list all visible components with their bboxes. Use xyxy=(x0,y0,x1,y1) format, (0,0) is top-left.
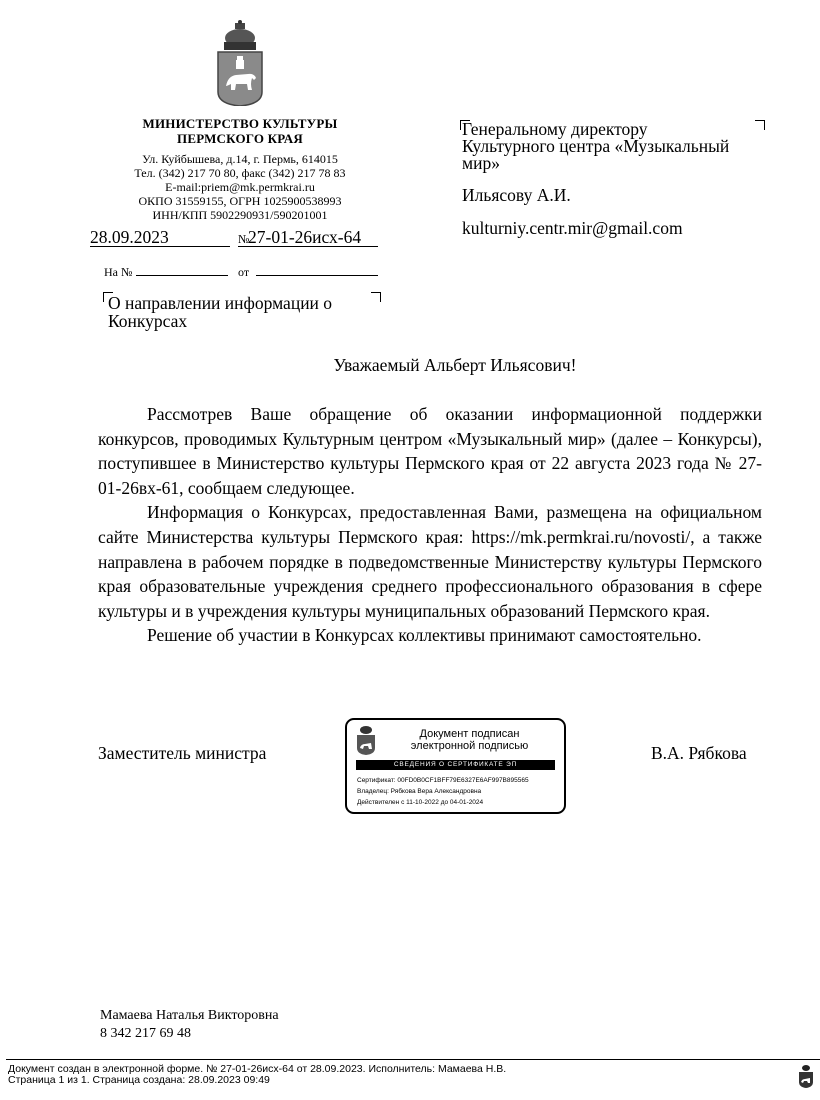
recipient-email: kulturniy.centr.mir@gmail.com xyxy=(462,218,683,238)
letter-body xyxy=(98,402,762,648)
stamp-title-line1: Документ подписан xyxy=(419,728,520,740)
executor-name: Мамаева Наталья Викторовна xyxy=(100,1008,279,1023)
footer-emblem-icon xyxy=(798,1064,814,1088)
stamp-owner: Владелец: Рябкова Вера Александровна xyxy=(357,788,482,795)
recipient-name: Ильясову А.И. xyxy=(462,185,571,205)
stamp-title-line2: электронной подписью xyxy=(410,740,529,752)
stamp-emblem-icon xyxy=(355,725,377,755)
ministry-name-line1: МИНИСТЕРСТВО КУЛЬТУРЫ xyxy=(142,116,338,131)
executor-phone: 8 342 217 69 48 xyxy=(100,1026,191,1041)
ministry-phone: Тел. (342) 217 70 80, факс (342) 217 78 83 xyxy=(134,166,346,180)
registration-number: 27-01-26исх-64 xyxy=(248,227,362,247)
paragraph: Информация о Конкурсах, предоставленная Вами, размещена на официальном сайте Министерства культуры Пермского края: https://mk.permkrai.ru/novosti/, а также направлена в рабочем порядке в подведомственные Министерству культуры Пермского края образовательные учреждения среднего профессионального образования в сфере культуры и в учреждения культуры муниципальных образований Пермского края. xyxy=(98,502,762,621)
recipient-line3: мир» xyxy=(462,153,500,173)
ministry-name-line2: ПЕРМСКОГО КРАЯ xyxy=(177,131,303,146)
ref-date-label: от xyxy=(238,265,250,279)
stamp-certificate: Сертификат: 00FD0B0CF1BFF79E6327E6AF997B895565 xyxy=(357,777,529,784)
signatory-position: Заместитель министра xyxy=(98,743,267,763)
stamp-valid: Действителен с 11-10-2022 до 04-01-2024 xyxy=(357,799,484,806)
subject-line1: О направлении информации о xyxy=(108,293,333,313)
recipient-line1: Генеральному директору xyxy=(462,119,648,139)
paragraph: Рассмотрев Ваше обращение об оказании информационной поддержки конкурсов, проводимых Культурным центром «Музыкальный мир» (далее – Конкурсы), поступившее в Министерство культуры Пермского края от 22 августа 2023 года № 27-01-26вх-61, сообщаем следующее. xyxy=(98,404,762,498)
signatory-name: В.А. Рябкова xyxy=(651,743,747,763)
ministry-address: Ул. Куйбышева, д.14, г. Пермь, 614015 xyxy=(142,152,338,166)
footer-line1: Документ создан в электронной форме. № 27-01-26исх-64 от 28.09.2023. Исполнитель: Мамаева Н.В. xyxy=(8,1063,507,1075)
recipient-line2: Культурного центра «Музыкальный xyxy=(462,136,730,156)
ref-number-label: На № xyxy=(104,265,133,279)
ministry-okpo: ОКПО 31559155, ОГРН 1025900538993 xyxy=(138,194,342,208)
ministry-email: E-mail:priem@mk.permkrai.ru xyxy=(165,180,315,194)
perm-krai-coat-of-arms-icon xyxy=(214,20,266,106)
salutation: Уважаемый Альберт Ильясович! xyxy=(333,355,577,375)
ministry-inn: ИНН/КПП 5902290931/590201001 xyxy=(152,208,328,222)
paragraph: Решение об участии в Конкурсах коллективы принимают самостоятельно. xyxy=(147,625,702,646)
registration-date: 28.09.2023 xyxy=(90,227,169,247)
stamp-band: СВЕДЕНИЯ О СЕРТИФИКАТЕ ЭП xyxy=(356,760,555,770)
coat-of-arms xyxy=(214,20,266,106)
footer-divider xyxy=(6,1059,820,1060)
subject-line2: Конкурсах xyxy=(108,311,188,331)
e-signature-stamp xyxy=(345,718,566,814)
footer-line2: Страница 1 из 1. Страница создана: 28.09.2023 09:49 xyxy=(8,1074,270,1086)
registration-number-sign: № xyxy=(238,232,250,246)
